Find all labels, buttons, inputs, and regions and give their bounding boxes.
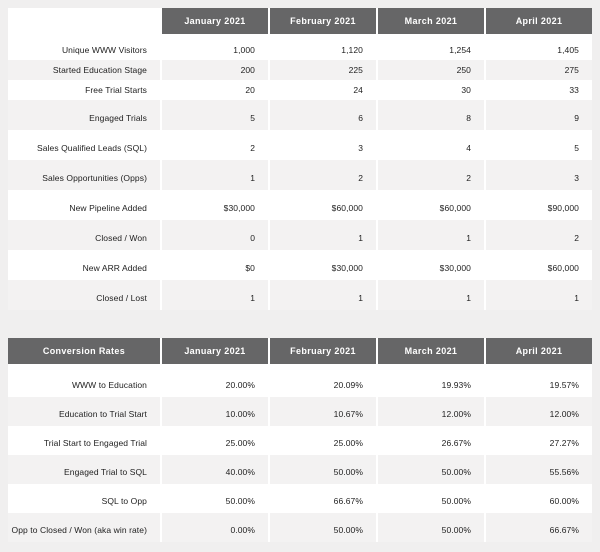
cell-value: $30,000 [268,250,376,280]
cell-value: 6 [268,100,376,130]
cell-value: 1 [376,220,484,250]
cell-value: 4 [376,130,484,160]
cell-value: 50.00% [376,513,484,542]
cell-value: 19.93% [376,368,484,397]
cell-value: 0.00% [160,513,268,542]
cell-value: 20.09% [268,368,376,397]
cell-value: 50.00% [376,455,484,484]
row-label: Engaged Trials [89,113,147,123]
row-label: Free Trial Starts [85,85,147,95]
cell-value: 2 [484,220,592,250]
cell-value: 20.00% [160,368,268,397]
cell-value: 60.00% [484,484,592,513]
conversion-rates-header: Conversion Rates [8,338,160,364]
cell-value: 55.56% [484,455,592,484]
row-label: Unique WWW Visitors [61,45,147,55]
cell-value: 1 [376,280,484,310]
row-label: Engaged Trial to SQL [64,467,147,477]
cell-value: 10.00% [160,397,268,426]
cell-value: 5 [160,100,268,130]
row-label: New Pipeline Added [69,203,147,213]
cell-value: 250 [376,60,484,80]
cell-value: 3 [268,130,376,160]
cell-value: 25.00% [160,426,268,455]
table-row [8,250,592,280]
cell-value: 275 [484,60,592,80]
cell-value: 225 [268,60,376,80]
cell-value: 5 [484,130,592,160]
row-label: Closed / Lost [96,293,147,303]
cell-value: 27.27% [484,426,592,455]
row-label: Sales Qualified Leads (SQL) [36,143,147,153]
cell-value: 30 [376,80,484,100]
column-header-march: March 2021 [376,8,484,34]
cell-value: 33 [484,80,592,100]
column-header-january: January 2021 [160,8,268,34]
cell-value: 1 [160,280,268,310]
cell-value: 1,254 [376,40,484,60]
cell-value: 200 [160,60,268,80]
row-label: Closed / Won [95,233,147,243]
cell-value: 1 [484,280,592,310]
cell-value: 1,000 [160,40,268,60]
cell-value: 2 [160,130,268,160]
cell-value: 2 [268,160,376,190]
table-row [8,40,592,60]
column-header-january: January 2021 [160,338,268,364]
cell-value: 40.00% [160,455,268,484]
cell-value: 12.00% [484,397,592,426]
row-label: SQL to Opp [101,496,147,506]
cell-value: 1 [268,220,376,250]
cell-value: 66.67% [484,513,592,542]
conversion-table-header-row [8,338,592,364]
column-header-february: February 2021 [268,8,376,34]
table-row [8,397,592,426]
cell-value: 50.00% [160,484,268,513]
cell-value: $30,000 [376,250,484,280]
cell-value: 66.67% [268,484,376,513]
cell-value: $30,000 [160,190,268,220]
cell-value: 0 [160,220,268,250]
cell-value: 24 [268,80,376,100]
cell-value: $60,000 [268,190,376,220]
row-label: Sales Opportunities (Opps) [42,173,147,183]
cell-value: 1,405 [484,40,592,60]
funnel-metrics-table [8,8,592,310]
column-header-march: March 2021 [376,338,484,364]
table-row [8,455,592,484]
column-header-april: April 2021 [484,8,592,34]
row-label: Education to Trial Start [58,409,147,419]
column-header-april: April 2021 [484,338,592,364]
cell-value: 50.00% [376,484,484,513]
table-row [8,513,592,542]
table-row [8,484,592,513]
cell-value: 50.00% [268,513,376,542]
table-row [8,368,592,397]
cell-value: 10.67% [268,397,376,426]
cell-value: 19.57% [484,368,592,397]
table-row [8,80,592,100]
cell-value: 2 [376,160,484,190]
cell-value: 1 [160,160,268,190]
cell-value: 9 [484,100,592,130]
row-label: New ARR Added [82,263,147,273]
cell-value: 50.00% [268,455,376,484]
cell-value: 1 [268,280,376,310]
funnel-header-spacer [8,8,160,34]
cell-value: 8 [376,100,484,130]
row-label: Started Education Stage [52,65,147,75]
table-row [8,280,592,310]
column-header-february: February 2021 [268,338,376,364]
row-label: WWW to Education [71,380,147,390]
table-row [8,190,592,220]
table-row [8,60,592,80]
conversion-rates-table [8,338,592,542]
cell-value: 1,120 [268,40,376,60]
row-label: Trial Start to Engaged Trial [43,438,147,448]
cell-value: $60,000 [376,190,484,220]
cell-value: 3 [484,160,592,190]
cell-value: $90,000 [484,190,592,220]
funnel-table-body [8,34,592,310]
cell-value: $60,000 [484,250,592,280]
table-row [8,160,592,190]
cell-value: 20 [160,80,268,100]
cell-value: $0 [160,250,268,280]
cell-value: 12.00% [376,397,484,426]
row-label: Opp to Closed / Won (aka win rate) [11,525,147,535]
cell-value: 26.67% [376,426,484,455]
funnel-table-header-row [8,8,592,34]
cell-value: 25.00% [268,426,376,455]
table-row [8,220,592,250]
table-row [8,426,592,455]
table-row [8,130,592,160]
table-row [8,100,592,130]
conversion-table-body [8,364,592,542]
